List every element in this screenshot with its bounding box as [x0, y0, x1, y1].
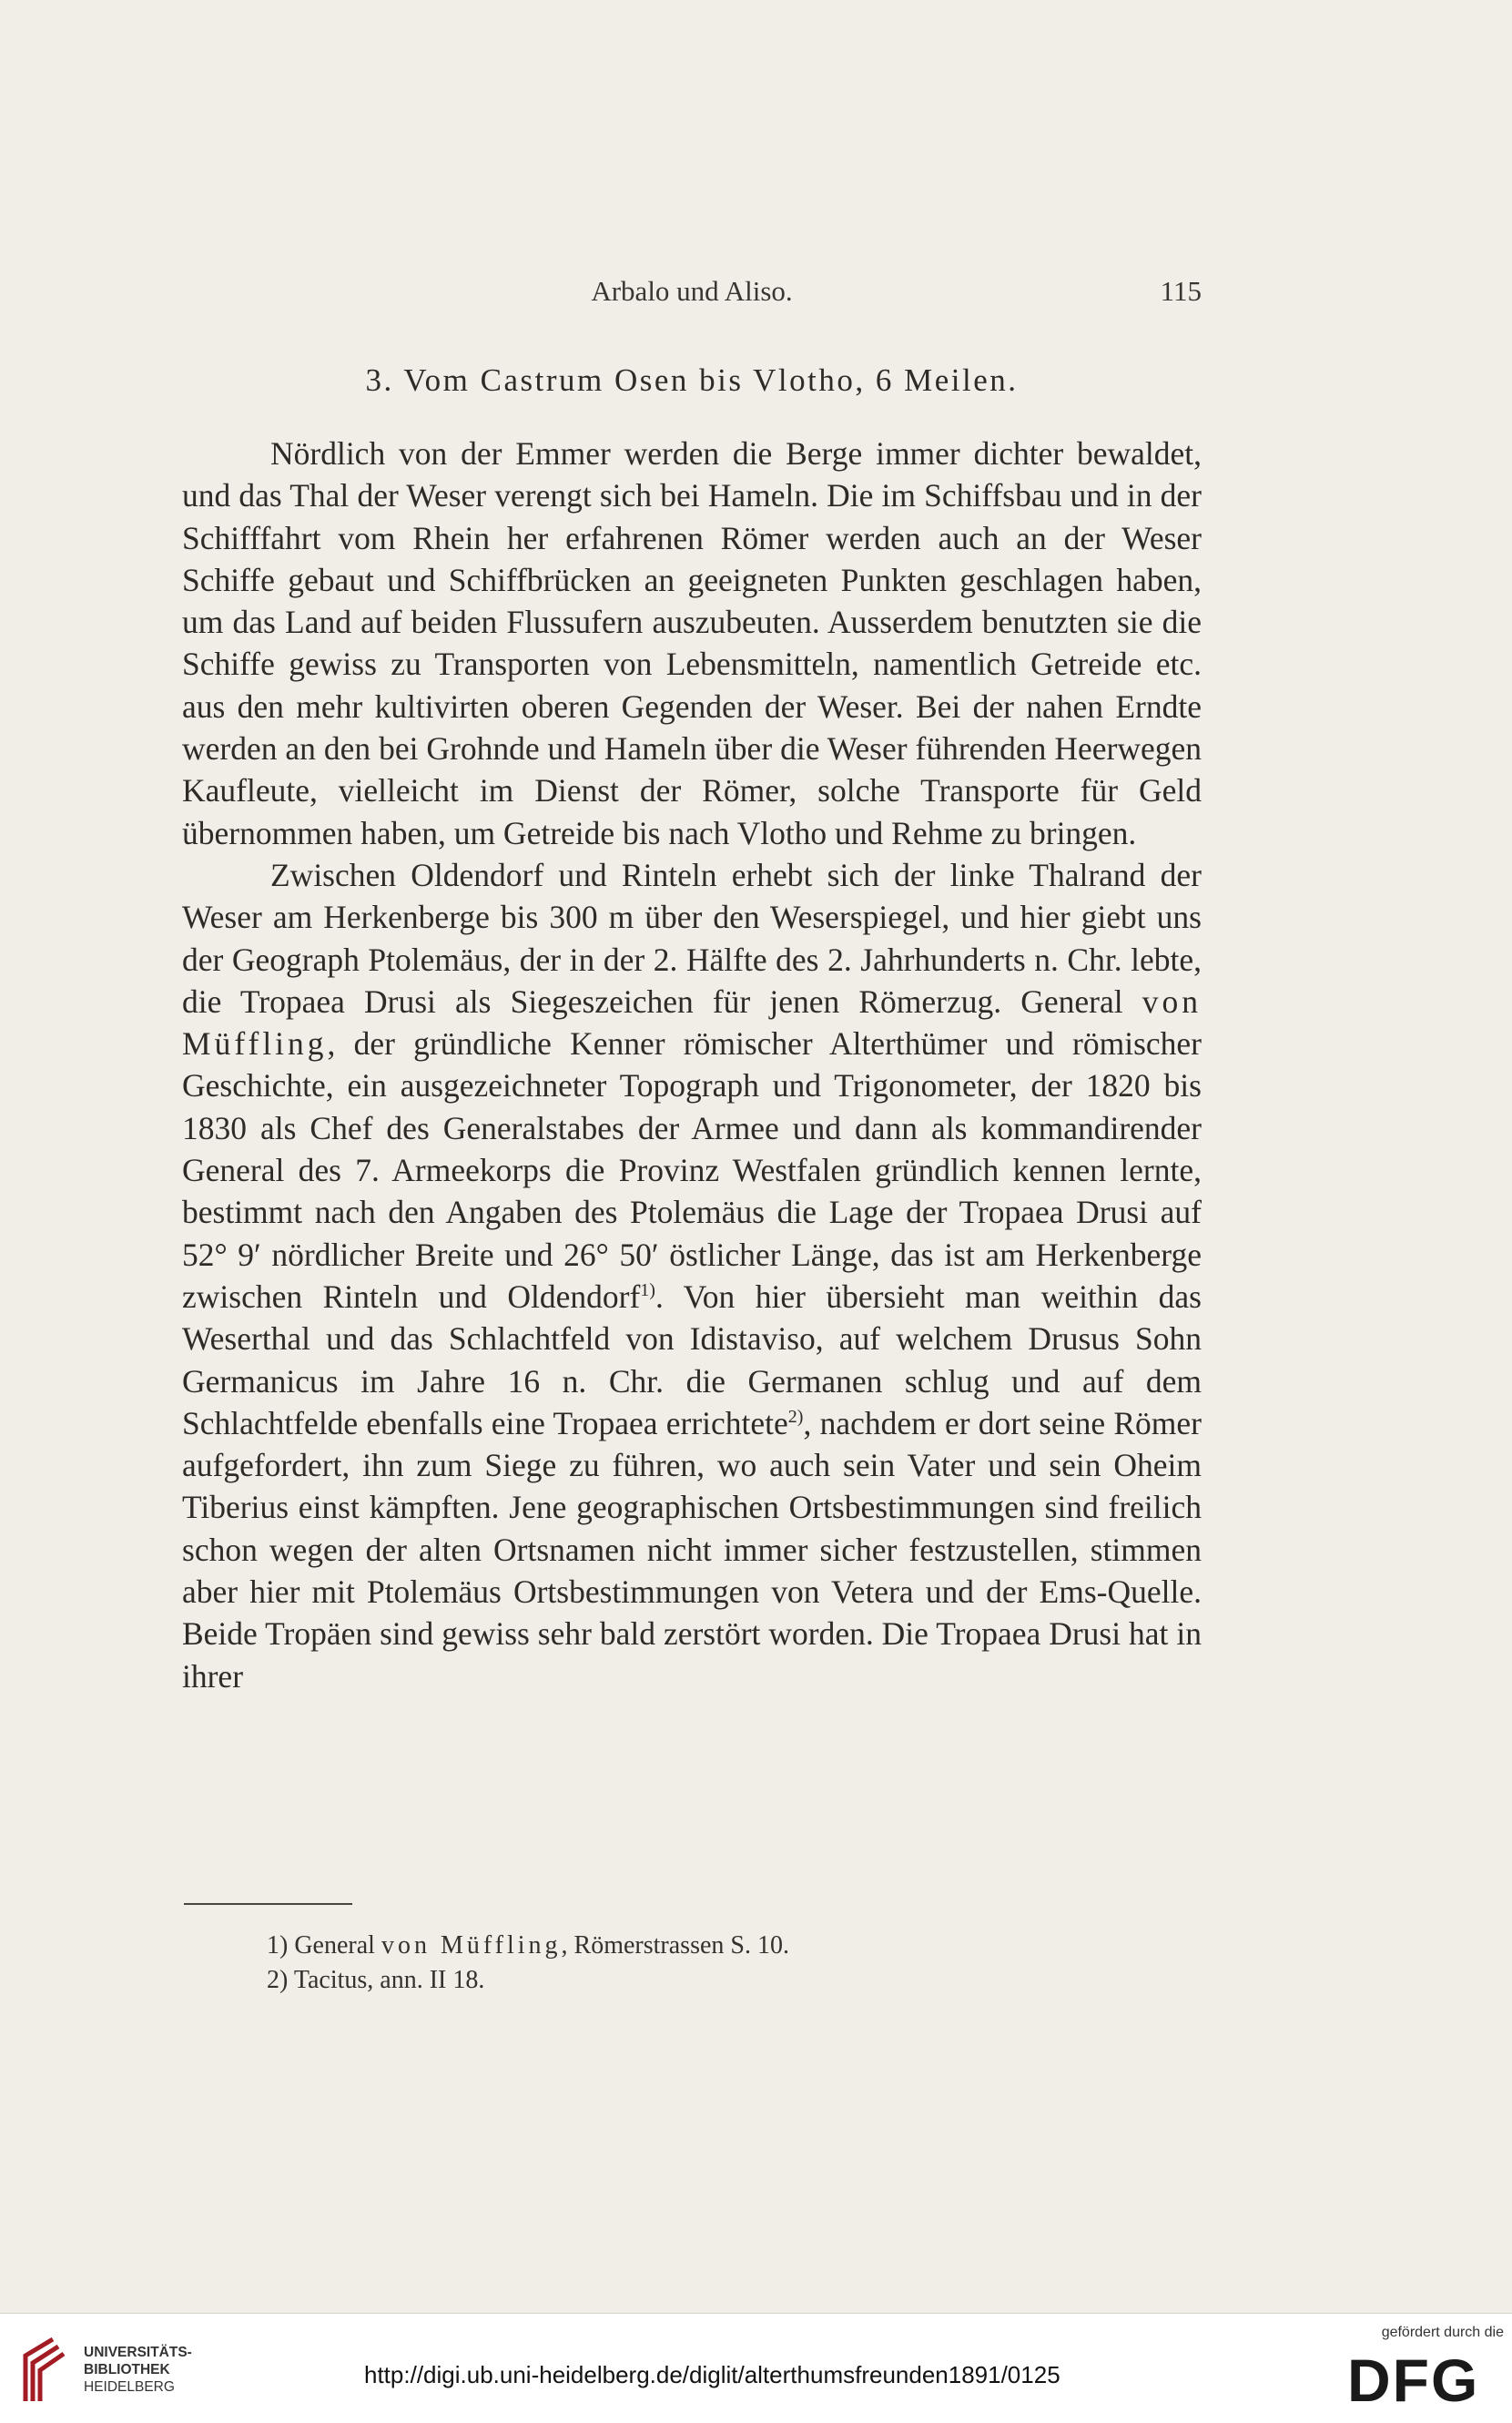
- paragraph-1: Nördlich von der Emmer werden die Berge immer dichter bewaldet, und das Thal der Weser verengt sich bei Hameln. Die im Schiffsbau und in der Schifffahrt vom Rhein her erfahrenen Römer werden auch an der Weser Schiffe gebaut und Schiffbrücken an geeigneten Punkten geschlagen haben, um das Land auf beiden Flussufern auszubeuten. Ausserdem benutzten sie die Schiffe gewiss zu Transporten von Lebensmitteln, namentlich Getreide etc. aus den mehr kultivirten oberen Gegenden der Weser. Bei der nahen Erndte werden an den bei Grohnde und Hameln über die Weser führenden Heerwegen Kaufleute, vielleicht im Dienst der Römer, solche Transporte für Geld übernommen haben, um Getreide bis nach Vlotho und Rehme zu bringen.: [182, 435, 1202, 851]
- footer-bar: [0, 2313, 1512, 2423]
- library-line-2: BIBLIOTHEK: [84, 2362, 170, 2377]
- author-name-mueffling: von Müffling: [182, 982, 1202, 1063]
- paragraph-2-part-d: , nachdem er dort seine Römer aufgefordert, ihn zum Siege zu führen, wo auch sein Vater und sein Oheim Tiberius einst kämpften. Jene geographischen Ortsbestimmungen sind freilich schon wegen der alten Ortsnamen nicht immer sicher festzustellen, stimmen aber hier mit Ptolemäus Ortsbestimmungen von Vetera und der Ems-Quelle. Beide Tropäen sind gewiss sehr bald zerstört worden. Die Tropaea Drusi hat in ihrer: [182, 1404, 1202, 1695]
- running-title: Arbalo und Aliso.: [591, 275, 793, 307]
- footnote-ref-1[interactable]: 1): [640, 1280, 655, 1301]
- page-number: 115: [1160, 275, 1202, 307]
- library-line-3: HEIDELBERG: [84, 2379, 175, 2395]
- paragraph-2-part-c: . Von hier übersieht man weithin das Weserthal und das Schlachtfeld von Idistaviso, auf welchem Drusus Sohn Germanicus im Jahre 16 n. Chr. die Germanen schlug und auf dem Schlachtfelde ebenfalls eine Tropaea errichtete: [182, 1278, 1202, 1441]
- footnotes: [267, 1929, 1177, 1998]
- footnote-2: 2) Tacitus, ann. II 18.: [267, 1966, 485, 1994]
- library-line-1: UNIVERSITÄTS-: [84, 2345, 192, 2360]
- section-heading: 3. Vom Castrum Osen bis Vlotho, 6 Meilen.: [365, 362, 1019, 398]
- footnote-separator: [184, 1903, 352, 1905]
- paragraph-2-part-a: Zwischen Oldendorf und Rinteln erhebt sich der linke Thalrand der Weser am Herkenberge bis 300 m über den Weserspiegel, und hier giebt uns der Geograph Ptolemäus, der in der 2. Hälfte des 2. Jahrhunderts n. Chr. lebte, die Tropaea Drusi als Siegeszeichen für jenen Römerzug. General: [182, 856, 1202, 1020]
- library-name: [84, 2344, 192, 2396]
- footnote-1-source: , Römerstrassen S. 10.: [561, 1931, 789, 1960]
- dfg-logo: DFG: [1347, 2347, 1480, 2414]
- footnote-ref-2[interactable]: 2): [787, 1407, 804, 1427]
- footnote-1: [267, 1929, 1177, 1963]
- permalink-url[interactable]: http://digi.ub.uni-heidelberg.de/diglit/alterthumsfreunden1891/0125: [364, 2361, 1060, 2388]
- funding-caption: gefördert durch die: [1381, 2325, 1504, 2340]
- body-text: [182, 433, 1202, 1697]
- running-head: [182, 275, 1202, 321]
- paragraph-2-part-b: , der gründliche Kenner römischer Alterthümer und römischer Geschichte, ein ausgezeichneter Topograph und Trigonometer, der 1820 bis 1830 als Chef des Generalstabes der Armee und dann als kommandirender General des 7. Armeekorps die Provinz Westfalen gründlich kennen lernte, bestimmt nach den Angaben des Ptolemäus die Lage der Tropaea Drusi auf 52° 9′ nördlicher Breite und 26° 50′ östlicher Länge, das ist am Herkenberge zwischen Rinteln und Oldendorf: [182, 1025, 1202, 1315]
- footnote-1-author: von Müffling: [381, 1931, 562, 1960]
- library-logo-icon: [13, 2336, 73, 2405]
- paragraph-2: [182, 854, 1202, 1697]
- footnote-1-prefix: 1) General: [267, 1931, 381, 1960]
